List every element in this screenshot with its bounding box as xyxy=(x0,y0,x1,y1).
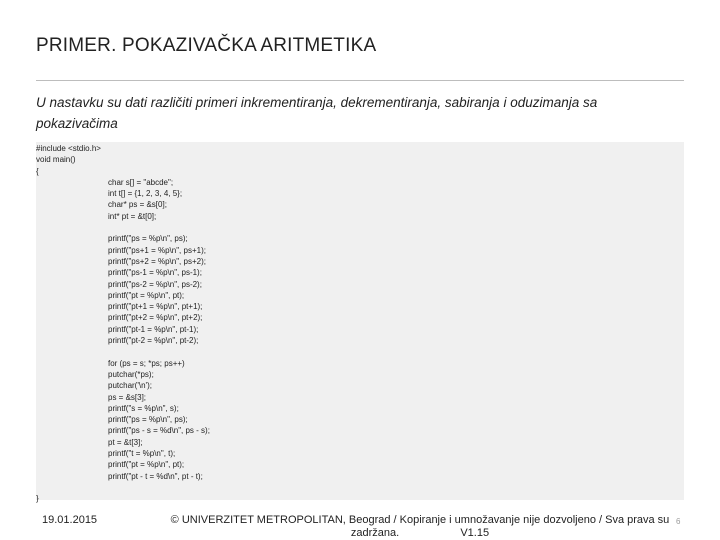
code-line: printf("t = %p\n", t); xyxy=(108,449,176,459)
code-listing xyxy=(36,143,210,505)
code-line: printf("pt = %p\n", pt); xyxy=(108,460,185,470)
code-line: ps = &s[3]; xyxy=(108,392,147,402)
code-line: printf("pt - t = %d\n", pt - t); xyxy=(108,471,203,481)
code-blank-line xyxy=(36,346,210,357)
code-blank-line xyxy=(36,222,210,233)
code-line: for (ps = s; *ps; ps++) xyxy=(108,358,185,368)
code-blank-line xyxy=(36,482,210,493)
code-line: printf("ps = %p\n", ps); xyxy=(108,234,188,244)
title-divider xyxy=(36,80,684,81)
code-line: printf("pt+1 = %p\n", pt+1); xyxy=(108,302,203,312)
code-line: printf("pt-1 = %p\n", pt-1); xyxy=(108,324,199,334)
code-line: printf("s = %p\n", s); xyxy=(108,403,179,413)
code-line: putchar('\n'); xyxy=(108,381,152,391)
code-line: char* ps = &s[0]; xyxy=(108,200,167,210)
code-line: int t[] = {1, 2, 3, 4, 5}; xyxy=(108,189,183,199)
code-line: printf("ps-1 = %p\n", ps-1); xyxy=(108,268,202,278)
page-number: 6 xyxy=(676,517,681,526)
slide-subtitle: U nastavku su dati različiti primeri inkrementiranja, dekrementiranja, sabiranja i oduzimanja sa pokazivačima xyxy=(36,95,598,131)
footer-copyright-line: © UNIVERZITET METROPOLITAN, Beograd / Kopiranje i umnožavanje nije dozvoljeno / Sva prava su xyxy=(170,514,670,526)
footer-date: 19.01.2015 xyxy=(42,514,98,526)
code-line: printf("ps+1 = %p\n", ps+1); xyxy=(108,245,206,255)
code-line: printf("ps+2 = %p\n", ps+2); xyxy=(108,256,206,266)
code-line: printf("ps-2 = %p\n", ps-2); xyxy=(108,279,202,289)
code-line: char s[] = "abcde"; xyxy=(108,177,174,187)
code-line: #include <stdio.h> xyxy=(36,144,101,153)
code-line: pt = &t[3]; xyxy=(108,437,143,447)
slide-title: PRIMER. POKAZIVAČKA ARITMETIKA xyxy=(36,35,377,56)
footer-copyright-line: zadržana. V1.15 xyxy=(350,527,490,539)
footer-copyright xyxy=(150,514,690,540)
code-line: printf("ps = %p\n", ps); xyxy=(108,415,188,425)
code-line: } xyxy=(36,494,39,504)
code-line: void main() xyxy=(36,155,76,165)
code-line: putchar(*ps); xyxy=(108,369,154,379)
code-line: printf("pt = %p\n", pt); xyxy=(108,290,185,300)
code-line: int* pt = &t[0]; xyxy=(108,211,157,221)
code-line: { xyxy=(36,166,39,176)
code-line: printf("pt-2 = %p\n", pt-2); xyxy=(108,336,199,346)
code-line: printf("pt+2 = %p\n", pt+2); xyxy=(108,313,203,323)
code-line: printf("ps - s = %d\n", ps - s); xyxy=(108,426,210,436)
